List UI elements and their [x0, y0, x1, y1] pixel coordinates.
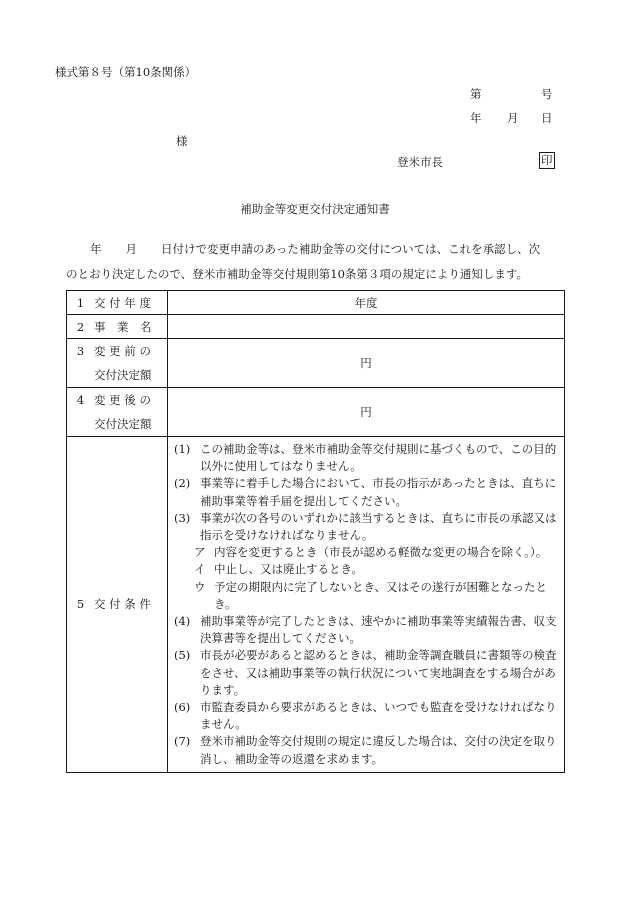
- condition-text: 市長が必要があると認めるときは、補助金等調査職員に書類等の検査をさせ、又は補助事業等の執行状況について実地調査をする場合があります。: [200, 648, 557, 697]
- condition-text: この補助金等は、登米市補助金等交付規則に基づくもので、この目的以外に使用してはなりません。: [200, 442, 557, 474]
- number-suffix: 号: [541, 87, 553, 101]
- after-amount-value: 円: [168, 388, 565, 437]
- document-title: 補助金等変更交付決定通知書: [240, 202, 390, 216]
- row-number: 2: [76, 319, 85, 334]
- condition-text: 事業が次の各号のいずれかに該当するときは、直ちに市長の承認又は指示を受けなければなりません。: [200, 510, 557, 543]
- condition-number: (7): [174, 734, 191, 749]
- condition-item: [174, 647, 560, 699]
- row-number: 1: [76, 295, 85, 310]
- condition-text: 市監査委員から要求があるときは、いつでも監査を受けなければなりません。: [200, 700, 557, 732]
- row-number: 5: [76, 597, 85, 612]
- date-year: 年: [470, 111, 482, 125]
- row-header: [67, 315, 168, 339]
- row-number: 4: [76, 393, 85, 407]
- row-label: 交 付 年 度: [94, 295, 151, 310]
- sub-condition-item: [174, 544, 560, 561]
- body-month: 月: [125, 242, 137, 256]
- sub-condition-text: 中止し、又は廃止するとき。: [214, 562, 364, 577]
- sub-condition-number: イ: [194, 562, 206, 577]
- condition-item: [174, 441, 560, 475]
- body-year: 年: [90, 242, 102, 256]
- condition-number: (4): [174, 614, 191, 629]
- row-label: 変 更 後 の: [94, 393, 151, 407]
- row-header: [67, 339, 168, 388]
- sub-condition-item: [174, 561, 560, 578]
- number-prefix: 第: [470, 87, 482, 101]
- addressee-suffix: 様: [176, 134, 188, 148]
- condition-item: [174, 613, 560, 647]
- table-row: [67, 437, 565, 773]
- sub-condition-number: ウ: [194, 579, 206, 594]
- condition-number: (1): [174, 442, 191, 456]
- row-number: 3: [76, 344, 85, 358]
- condition-text: 登米市補助金等交付規則の規定に違反した場合は、交付の決定を取り消し、補助金等の返還を求めます。: [200, 734, 557, 766]
- body-line-2: のとおり決定したので、登米市補助金等交付規則第10条第３項の規定により通知します。: [66, 267, 528, 281]
- condition-item: [174, 475, 560, 509]
- table-row: [67, 388, 565, 437]
- table-row: [67, 291, 565, 315]
- condition-number: (5): [174, 648, 191, 663]
- row-label: 変 更 前 の: [94, 344, 151, 358]
- conditions-cell: [168, 437, 565, 773]
- row-label-2: 交付決定額: [94, 417, 152, 431]
- row-label: 交 付 条 件: [94, 597, 151, 612]
- date-month: 月: [507, 111, 519, 125]
- sub-condition-item: [174, 579, 560, 613]
- date-day: 日: [541, 111, 553, 125]
- body-line-1-rest: 日付けで変更申請のあった補助金等の交付については、これを承認し、次: [161, 242, 541, 256]
- row-header: [67, 437, 168, 773]
- table-row: [67, 339, 565, 388]
- issuer-name: 登米市長: [397, 155, 443, 169]
- condition-number: (3): [174, 510, 191, 525]
- sub-condition-text: 内容を変更するとき（市長が認める軽微な変更の場合を除く。）。: [214, 545, 548, 560]
- condition-number: (6): [174, 700, 191, 715]
- condition-item: [174, 510, 560, 544]
- condition-item: [174, 733, 560, 767]
- project-name-value: [168, 315, 565, 339]
- condition-item: [174, 699, 560, 733]
- before-amount-value: 円: [168, 339, 565, 388]
- row-header: [67, 388, 168, 437]
- sub-condition-text: 予定の期限内に完了しないとき、又はその遂行が困難となったとき。: [214, 579, 548, 611]
- fiscal-year-value: 年度: [168, 291, 565, 315]
- row-label: 事 業 名: [94, 319, 152, 334]
- row-label-2: 交付決定額: [94, 368, 152, 382]
- row-header: [67, 291, 168, 315]
- seal-mark: 印: [541, 153, 553, 167]
- condition-text: 補助事業等が完了したときは、速やかに補助事業等実績報告書、収支決算書等を提出してください。: [200, 614, 557, 646]
- details-table: [66, 290, 565, 773]
- table-row: [67, 315, 565, 339]
- body-line-1: [66, 241, 540, 257]
- condition-number: (2): [174, 476, 191, 491]
- sub-condition-number: ア: [194, 545, 206, 560]
- form-number: 様式第８号（第10条関係）: [55, 65, 197, 79]
- condition-text: 事業等に着手した場合において、市長の指示があったときは、直ちに補助事業等着手届を提出してください。: [200, 476, 557, 508]
